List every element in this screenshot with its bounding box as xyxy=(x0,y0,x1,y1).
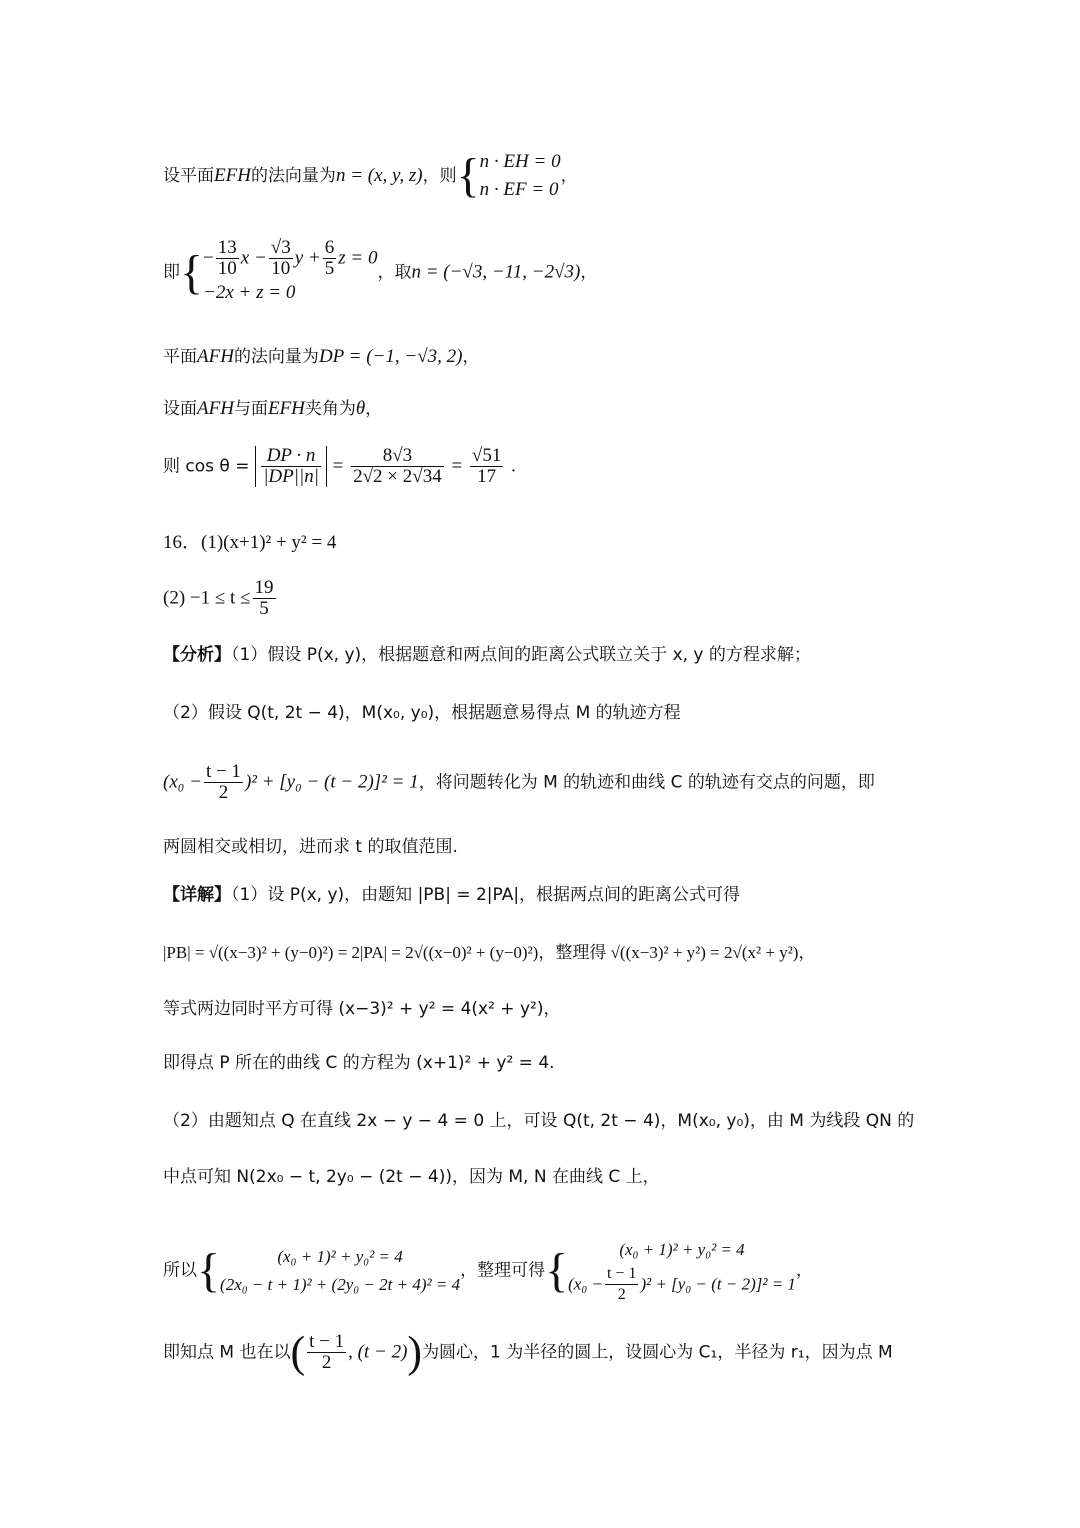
equation: n · EF = 0 xyxy=(479,179,559,200)
math: n = (−√3, −11, −2√3) xyxy=(411,261,581,283)
brace: { xyxy=(180,245,204,299)
math: EFH xyxy=(267,398,305,419)
math: DP = (−1, −√3, 2) xyxy=(318,346,463,367)
text: ， xyxy=(365,399,383,419)
trajectory-equation-line: (x₀ − $\frac{t - 1}{2}$ )² + [y₀ − (t − 2)]² = 1，将问题转化为 M 的轨迹和曲线 C 的轨迹有交点的问题，即 xyxy=(163,761,875,803)
text: 夹角为 xyxy=(304,399,356,419)
part2-line-2: 中点可知 N(2x₀ − t, 2y₀ − (2t − 4))，因为 M, N 在曲线 C 上， xyxy=(163,1167,660,1187)
equation: −2x + z = 0 xyxy=(203,282,296,303)
equation-system xyxy=(568,1236,796,1305)
cosine-line: 则 cos θ = $\frac{DP \cdot n}{|DP||n|}$ = $\frac{8√3}{2√2 \times 2√34}$ = $\frac{√51}{17}$ . xyxy=(163,445,516,487)
fraction: $\frac{t - 1}{2}$ xyxy=(309,1331,345,1373)
fraction: $\frac{13}{10}$ xyxy=(217,237,237,279)
text: 即 xyxy=(163,262,180,283)
absolute-value xyxy=(255,446,327,487)
equation-system-line xyxy=(163,238,923,307)
equation: (x₀ + 1)² + y₀² = 4 xyxy=(619,1240,745,1259)
circle-center-line: 即知点 M 也在以( $\frac{t - 1}{2}$ , (t − 2))为圆心，1 为半径的圆上，设圆心为 C₁，半径为 r₁，因为点 M xyxy=(163,1327,893,1377)
part2-line-1: （2）由题知点 Q 在直线 2x − y − 4 = 0 上，可设 Q(t, 2t − 4)，M(x₀, y₀)，由 M 为线段 QN 的 xyxy=(163,1111,915,1131)
text: 平面 xyxy=(163,347,197,367)
fraction: $\frac{6}{5}$ xyxy=(324,237,335,279)
fraction: $\frac{19}{5}$ xyxy=(254,577,274,619)
math: n = (x, y, z) xyxy=(335,165,423,186)
fraction: $\frac{t - 1}{2}$ xyxy=(205,761,241,803)
text: 的法向量为 xyxy=(233,347,319,367)
text: ，将问题转化为 M 的轨迹和曲线 C 的轨迹有交点的问题，即 xyxy=(418,772,875,793)
fraction: $\frac{t - 1}{2}$ xyxy=(606,1265,637,1303)
text: ， xyxy=(795,1260,813,1281)
text: ， xyxy=(560,166,578,186)
text: ， xyxy=(580,262,598,283)
math: θ xyxy=(355,398,366,419)
detail-line-1 xyxy=(163,884,923,906)
text: 设面 xyxy=(163,399,197,419)
angle-line xyxy=(163,398,923,420)
squared-equation-line: 等式两边同时平方可得 (x−3)² + y² = 4(x² + y²)， xyxy=(163,999,561,1019)
text: . xyxy=(511,455,516,477)
equation: − $\frac{13}{10}$ x − $\frac{√3}{10}$ y + $\frac{6}{5}$ z = 0 xyxy=(203,237,378,279)
fraction: $\frac{√3}{10}$ xyxy=(270,237,291,279)
equation: n · EH = 0 xyxy=(479,151,561,172)
text: ， xyxy=(462,347,480,367)
answer-16-2: (2) −1 ≤ t ≤ $\frac{19}{5}$ xyxy=(163,577,274,619)
text: 所以 xyxy=(163,1260,197,1281)
text: ，则 xyxy=(422,166,457,186)
curve-C-equation-line: 即得点 P 所在的曲线 C 的方程为 (x+1)² + y² = 4. xyxy=(163,1053,555,1073)
text: （1）假设 P(x, y)，根据题意和两点间的距离公式联立关于 x, y 的方程求解； xyxy=(231,645,811,665)
math: AFH xyxy=(197,398,234,419)
normal-vector-AFH-line xyxy=(163,346,923,368)
equation: (2x₀ − t + 1)² + (2y₀ − 2t + 4)² = 4 xyxy=(220,1274,461,1294)
normal-vector-EFH-line xyxy=(163,148,923,204)
analysis-line-1 xyxy=(163,644,923,666)
math: AFH xyxy=(197,346,234,367)
text: 的法向量为 xyxy=(250,166,336,186)
brace: { xyxy=(456,149,480,202)
text: ，整理可得 xyxy=(460,1260,546,1281)
equation-system xyxy=(220,1243,460,1299)
answer-16-1: 16．(1)(x+1)² + y² = 4 xyxy=(163,532,337,553)
text: 为圆心，1 为半径的圆上，设圆心为 C₁，半径为 r₁，因为点 M xyxy=(422,1342,893,1363)
equation: (x₀ − $\frac{t - 1}{2}$ )² + [y₀ − (t − 2)]² = 1 xyxy=(568,1265,796,1303)
fraction: $\frac{DP \cdot n}{|DP||n|}$ xyxy=(263,445,319,487)
text: ，取 xyxy=(377,262,412,283)
equation: (x₀ + 1)² + y₀² = 4 xyxy=(277,1246,403,1266)
math: EFH xyxy=(214,165,251,186)
analysis-line-2: （2）假设 Q(t, 2t − 4)，M(x₀, y₀)，根据题意易得点 M 的轨迹方程 xyxy=(163,703,681,723)
text: 与面 xyxy=(233,399,268,419)
text: 即知点 M 也在以 xyxy=(163,1342,291,1363)
analysis-label: 【分析】 xyxy=(163,645,231,665)
fraction: $\frac{√51}{17}$ xyxy=(471,445,502,487)
brace: { xyxy=(545,1243,569,1297)
brace: { xyxy=(197,1243,221,1297)
detail-label: 【详解】 xyxy=(163,885,231,905)
text: 则 cos θ = xyxy=(163,456,250,477)
analysis-line-3: 两圆相交或相切，进而求 t 的取值范围. xyxy=(163,837,458,857)
distance-equation-line: |PB| = √((x−3)² + (y−0)²) = 2|PA| = 2√((x−0)² + (y−0)²)，整理得 √((x−3)² + y²) = 2√(x² + y²)， xyxy=(163,943,816,962)
fraction: $\frac{8√3}{2√2 \times 2√34}$ xyxy=(353,445,442,487)
text: （1）设 P(x, y)，由题知 |PB| = 2|PA|，根据两点间的距离公式可得 xyxy=(231,885,741,905)
equation-system xyxy=(480,148,561,204)
text: 设平面 xyxy=(163,166,214,186)
equation-system xyxy=(203,238,377,307)
system-equations-line xyxy=(163,1236,923,1305)
